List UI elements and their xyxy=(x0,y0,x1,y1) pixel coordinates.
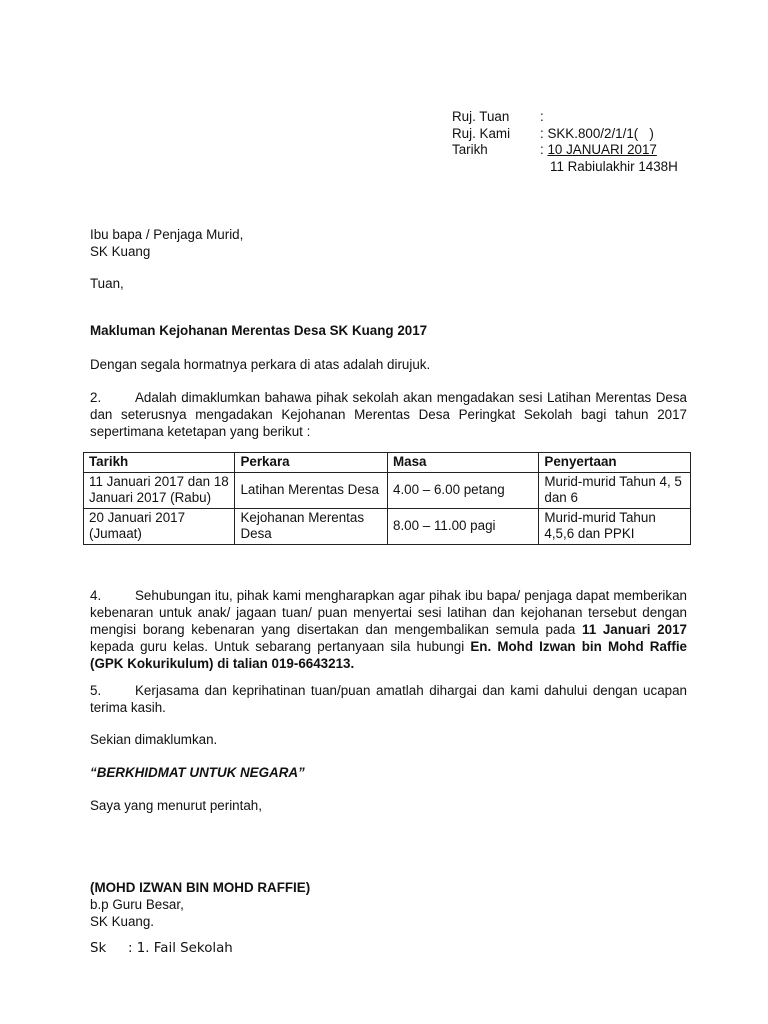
ruj-tuan-value: : xyxy=(540,109,544,124)
motto: “BERKHIDMAT UNTUK NEGARA” xyxy=(90,765,305,780)
cell-masa: 8.00 – 11.00 pagi xyxy=(388,508,539,544)
cc-line xyxy=(90,940,233,957)
signatory-name: (MOHD IZWAN BIN MOHD RAFFIE) xyxy=(90,880,311,895)
table-row xyxy=(84,508,691,544)
salutation: Tuan, xyxy=(90,276,124,291)
ruj-tuan-row xyxy=(452,109,678,126)
paragraph-2 xyxy=(90,389,687,440)
para4-text-b: kepada guru kelas. Untuk sebarang pertanyaan sila hubungi xyxy=(90,639,465,654)
cell-masa: 4.00 – 6.00 petang xyxy=(388,472,539,508)
table-row xyxy=(84,472,691,508)
header-penyertaan: Penyertaan xyxy=(539,453,691,473)
cell-penyertaan: Murid-murid Tahun 4, 5 dan 6 xyxy=(539,472,691,508)
cell-perkara: Latihan Merentas Desa xyxy=(235,472,388,508)
cell-perkara: Kejohanan Merentas Desa xyxy=(235,508,388,544)
para4-number: 4. xyxy=(90,588,102,603)
tarikh-label: Tarikh xyxy=(452,142,488,157)
subject: Makluman Kejohanan Merentas Desa SK Kuang 2017 xyxy=(90,323,428,338)
signatory-title: b.p Guru Besar, xyxy=(90,897,184,912)
table-header-row xyxy=(84,453,691,473)
ruj-kami-row xyxy=(452,126,678,143)
signatory-school: SK Kuang. xyxy=(90,914,155,929)
para2-number: 2. xyxy=(90,390,102,405)
ruj-kami-label: Ruj. Kami xyxy=(452,125,511,141)
signature-block xyxy=(90,879,310,930)
paragraph-5 xyxy=(90,682,687,716)
tarikh-value: 10 JANUARI 2017 xyxy=(547,142,657,157)
para5-number: 5. xyxy=(90,683,102,698)
cell-penyertaan: Murid-murid Tahun 4,5,6 dan PPKI xyxy=(539,508,691,544)
ruj-kami-value: : SKK.800/2/1/1( ) xyxy=(540,125,654,141)
tarikh-row xyxy=(452,142,678,159)
paragraph-4 xyxy=(90,587,687,672)
header-tarikh: Tarikh xyxy=(84,453,235,473)
ruj-tuan-label: Ruj. Tuan xyxy=(452,109,510,124)
recipient-line1: Ibu bapa / Penjaga Murid, xyxy=(90,227,244,242)
cc-value: : 1. Fail Sekolah xyxy=(128,941,233,956)
para4-text-a: Sehubungan itu, pihak kami mengharapkan agar pihak ibu bapa/ penjaga dapat memberikan kebenaran untuk anak/ jagaan tuan/ puan menyertai sesi latihan dan kejohanan tersebut dengan mengisi borang kebenaran yang disertakan dan mengembalikan semula pada xyxy=(90,588,687,637)
para4-bold-date: 11 Januari 2017 xyxy=(582,622,687,637)
saya-line: Saya yang menurut perintah, xyxy=(90,798,262,813)
cell-tarikh: 11 Januari 2017 dan 18 Januari 2017 (Rabu) xyxy=(84,472,235,508)
recipient-block xyxy=(90,226,243,260)
para4-bold-contact: En. Mohd Izwan bin Mohd Raffie (GPK Kokurikulum) di talian 019-6643213. xyxy=(90,639,687,671)
closing: Sekian dimaklumkan. xyxy=(90,732,218,747)
reference-block xyxy=(452,109,678,175)
para5-text: Kerjasama dan keprihatinan tuan/puan amatlah dihargai dan kami dahului dengan ucapan terima kasih. xyxy=(90,683,687,715)
header-perkara: Perkara xyxy=(235,453,388,473)
intro-paragraph: Dengan segala hormatnya perkara di atas adalah dirujuk. xyxy=(90,357,431,372)
cc-label: Sk xyxy=(90,941,107,956)
schedule-table xyxy=(83,452,691,545)
hijri-date: 11 Rabiulakhir 1438H xyxy=(550,158,678,174)
para2-text: Adalah dimaklumkan bahawa pihak sekolah akan mengadakan sesi Latihan Merentas Desa dan seterusnya mengadakan Kejohanan Merentas Desa Peringkat Sekolah bagi tahun 2017 sepertimana ketetapan yang berikut : xyxy=(90,390,687,439)
header-masa: Masa xyxy=(388,453,539,473)
recipient-line2: SK Kuang xyxy=(90,244,151,259)
cell-tarikh: 20 Januari 2017 (Jumaat) xyxy=(84,508,235,544)
tarikh-colon: : xyxy=(540,142,548,157)
